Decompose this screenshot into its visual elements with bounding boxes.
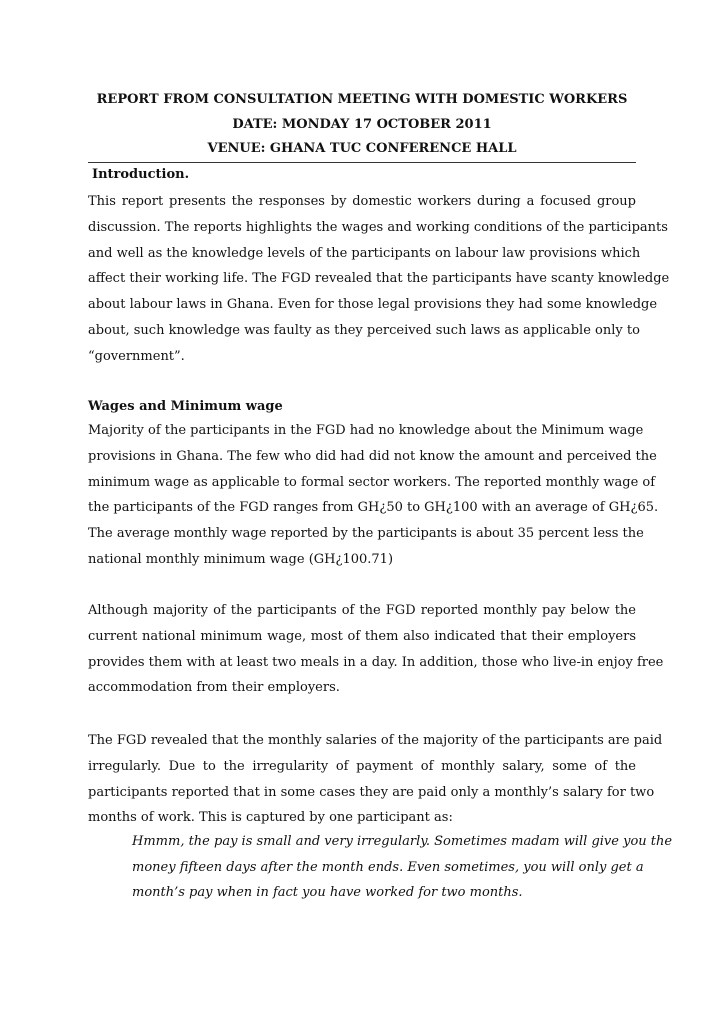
text-line: affect their working life. The FGD revealed that the participants have scanty knowledge [88,271,670,287]
report-venue: VENUE: GHANA TUC CONFERENCE HALL [207,141,517,156]
introduction-paragraph [88,189,670,370]
text-line: and well as the knowledge levels of the participants on labour law provisions which [88,245,641,261]
text-line: months of work. This is captured by one participant as: [88,810,453,826]
quote-line: money fifteen days after the month ends. Even sometimes, you will only get a [132,859,644,875]
text-line: national monthly minimum wage (GH¿100.71) [88,551,394,567]
text-line: current national minimum wage, most of them also indicated that their employers [88,628,636,644]
wages-heading: Wages and Minimum wage [88,399,283,414]
text-line: irregularly. Due to the irregularity of payment of monthly salary, some of the [88,758,636,774]
text-line: about labour laws in Ghana. Even for those legal provisions they had some knowledge [88,297,658,313]
report-header [88,88,636,162]
report-date: DATE: MONDAY 17 OCTOBER 2011 [232,116,492,132]
text-line: This report presents the responses by domestic workers during a focused group [88,194,636,209]
quote-line: month’s pay when in fact you have worked for two months. [132,885,523,901]
text-line: Although majority of the participants of the FGD reported monthly pay below the [88,603,636,618]
text-line: minimum wage as applicable to formal sector workers. The reported monthly wage of [88,474,656,490]
wages-paragraph-2 [88,598,664,701]
text-line: The average monthly wage reported by the participants is about 35 percent less the [88,526,644,542]
text-line: The FGD revealed that the monthly salaries of the majority of the participants are paid [88,733,663,748]
text-line: participants reported that in some cases they are paid only a monthly’s salary for two [88,784,655,800]
wages-paragraph-3 [88,728,663,831]
text-line: “government”. [88,348,185,364]
wages-paragraph-1 [88,418,659,573]
text-line: provides them with at least two meals in a day. In addition, those who live-in enjoy free [88,654,664,670]
text-line: accommodation from their employers. [88,680,340,696]
header-divider [88,162,636,163]
introduction-heading: Introduction. [92,167,190,182]
text-line: discussion. The reports highlights the wages and working conditions of the participants [88,219,668,235]
quote-line: Hmmm, the pay is small and very irregularly. Sometimes madam will give you the [132,834,673,849]
report-title: REPORT FROM CONSULTATION MEETING WITH DOMESTIC WORKERS [96,92,628,107]
text-line: the participants of the FGD ranges from GH¿50 to GH¿100 with an average of GH¿65. [88,500,659,516]
text-line: about, such knowledge was faulty as they perceived such laws as applicable only to [88,322,640,338]
participant-quote [132,829,673,906]
text-line: Majority of the participants in the FGD had no knowledge about the Minimum wage [88,423,644,438]
text-line: provisions in Ghana. The few who did had did not know the amount and perceived the [88,448,657,464]
